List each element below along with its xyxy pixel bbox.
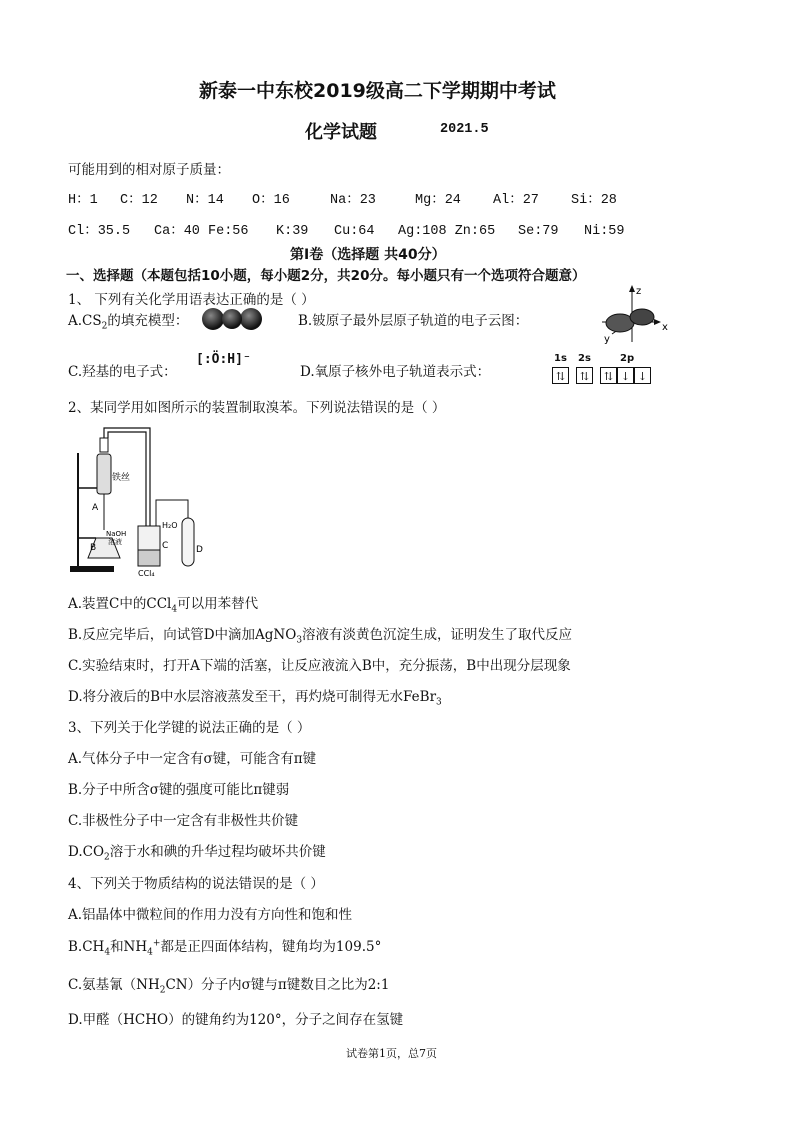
mass-mg: Mg：24 [415,193,461,208]
mass-n: N：14 [186,193,224,208]
orbital-box-2s: ⇅ [576,367,593,384]
exam-date: 2021.5 [440,122,489,137]
orbital-lobe-right [630,309,654,325]
orbital-label-1s: 1s [554,353,567,364]
mass-o: O：16 [252,193,290,208]
mass-se: Se:79 [518,224,559,239]
page-footer: 试卷第1页，总7页 [346,1047,437,1060]
test-tube-d [182,518,194,566]
x-arrow [654,319,661,325]
label-c: C [162,541,169,551]
orbital-box-2p-3: ↓ [634,367,651,384]
q4-option-a: A.铝晶体中微粒间的作用力没有方向性和饱和性 [68,907,353,923]
hydroxyl-electron-formula: [:Ö:H]⁻ [196,352,251,367]
q1-stem: 1、 下列有关化学用语表达正确的是（ ） [68,292,315,308]
delivery-pipe-inner [108,432,146,536]
q2-option-a: A.装置C中的CCl$_4$可以用苯替代 [68,596,259,615]
orbital-box-2p-2: ↓ [617,367,634,384]
q3-option-d: $D.CO_2$溶于水和碘的升华过程均破坏共价键 [68,844,326,863]
q4-option-d: D.甲醛（HCHO）的键角约为120°，分子之间存在氢键 [68,1012,404,1028]
s-atom-right [240,308,262,330]
mass-c: C：12 [120,193,158,208]
q3-option-c: C.非极性分子中一定含有非极性共价键 [68,813,299,829]
q1-option-c: C.羟基的电子式： [68,364,177,380]
mass-si: Si：28 [571,193,617,208]
label-iron-wire: 铁丝 [112,473,131,483]
q2-option-d: D.将分液后的B中水层溶液蒸发至干，再灼烧可制得无水FeBr$_3$ [68,689,442,708]
label-naoh-solution: 溶液 [108,538,122,546]
atomic-mass-row-2 [68,218,625,239]
atomic-mass-label: 可能用到的相对原子质量： [68,162,230,178]
q2-option-b: B.反应完毕后，向试管D中滴加AgNO$_3$溶液有淡黄色沉淀生成，证明发生了取代反应 [68,627,573,646]
subject-title: 化学试题 [305,122,377,143]
q2-stem: 2、某同学用如图所示的装置制取溴苯。下列说法错误的是（ ） [68,400,446,416]
vessel-a [97,454,111,494]
mass-h: H：1 [68,193,98,208]
orbital-box-1s: ⇅ [552,367,569,384]
label-naoh: NaOH [106,530,127,538]
q1-option-d: D.氧原子核外电子轨道表示式： [300,364,491,380]
axis-label-z: z [636,286,642,297]
part1-title: 第Ⅰ卷（选择题 共40分） [290,247,446,263]
q4-option-b: $B.CH_4$和$NH_4^+$都是正四面体结构，键角均为109.5° [68,938,382,958]
label-h2o: H₂O [162,521,178,530]
mass-ni: Ni:59 [584,224,625,239]
label-a: A [92,503,99,513]
q3-option-b: B.分子中所含σ键的强度可能比π键弱 [68,782,290,798]
orbital-box-2p-1: ⇅ [600,367,617,384]
q3-option-a: A.气体分子中一定含有σ键，可能含有π键 [68,751,317,767]
section-title: 一、选择题（本题包括10小题，每小题2分，共20分。每小题只有一个选项符合题意） [66,268,586,284]
orbital-label-2s: 2s [578,353,591,364]
orbital-label-2p: 2p [620,353,635,364]
axis-label-y: y [604,334,610,345]
s-atom-left [202,308,224,330]
cs2-space-filling-model [200,306,264,332]
funnel-top [100,438,108,452]
mass-ca-fe: Ca：40 Fe:56 [154,224,249,239]
label-b: B [90,543,97,553]
bromobenzene-apparatus-figure [66,418,206,578]
q4-stem: 4、下列关于物质结构的说法错误的是（ ） [68,876,324,892]
p-orbital-diagram [592,282,672,352]
mass-ag-zn: Ag:108 Zn:65 [398,224,496,239]
mass-na: Na：23 [330,193,376,208]
q1-option-b: B.铍原子最外层原子轨道的电子云图： [298,313,529,329]
stand-base [70,566,114,572]
mass-al: Al：27 [493,193,539,208]
mass-cl: Cl：35.5 [68,224,131,239]
z-arrow [629,285,635,292]
exam-title: 新泰一中东校2019级高二下学期期中考试 [199,80,556,102]
q2-option-c: C.实验结束时，打开A下端的活塞，让反应液流入B中，充分振荡，B中出现分层现象 [68,658,571,674]
label-ccl4: CCl₄ [138,569,155,578]
q3-stem: 3、下列关于化学键的说法正确的是（ ） [68,720,311,736]
c-atom-center [222,309,242,329]
ccl4-layer [138,550,160,566]
label-d: D [196,545,203,555]
q4-option-c: C.氨基氰$(NH_2CN)$分子内σ键与π键数目之比为2:1 [68,977,390,996]
axis-label-x: x [662,322,668,333]
atomic-mass-row-1 [68,187,617,208]
mass-cu: Cu:64 [334,224,375,239]
oxygen-orbital-diagram [550,353,660,387]
mass-k: K:39 [276,224,309,239]
q1-option-a: $A.CS_2$的填充模型： [68,313,189,332]
